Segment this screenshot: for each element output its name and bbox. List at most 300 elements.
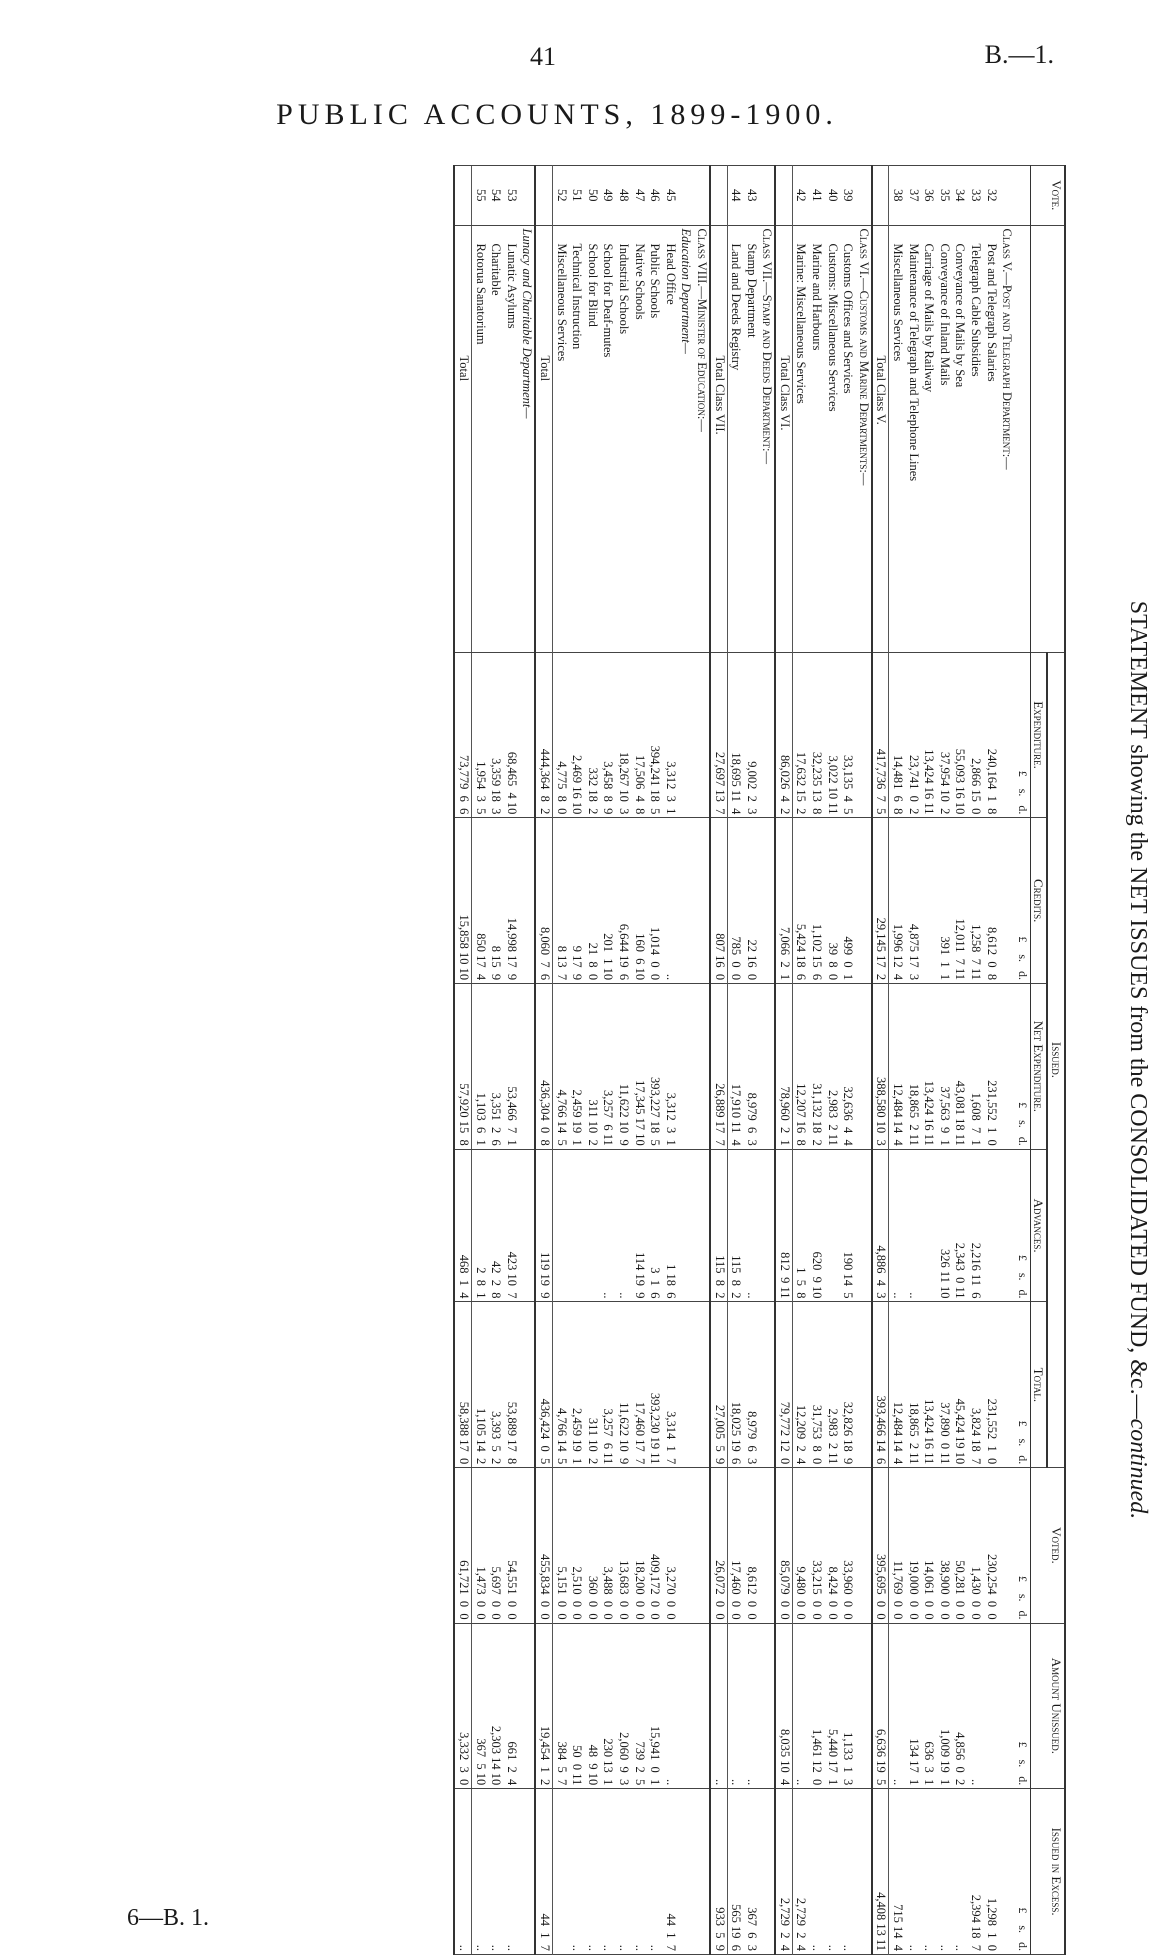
amount-excess: .. <box>824 1789 840 1955</box>
amount-net: 57,920 15 8 <box>454 984 471 1150</box>
amount-cred: 1,102 15 6 <box>809 818 825 984</box>
amount-exp <box>678 652 694 818</box>
amount-tot: 53,889 17 8 <box>503 1302 519 1468</box>
amount-cred: 6,644 19 6 <box>615 818 631 984</box>
amount-voted: 54,551 0 0 <box>503 1468 519 1623</box>
item-description: Post and Telegraph Salaries <box>983 225 999 652</box>
col-total: Total. <box>1030 1302 1047 1468</box>
amount-tot: 393,466 14 6 <box>872 1302 889 1468</box>
amount-tot: 12,484 14 4 <box>889 1302 905 1468</box>
amount-net <box>693 984 710 1150</box>
amount-voted <box>519 1468 536 1623</box>
amount-cred <box>759 818 776 984</box>
amount-exp: 32,235 13 8 <box>809 652 825 818</box>
vote-number <box>519 166 536 226</box>
vote-number: 47 <box>631 166 647 226</box>
amount-unissued: .. <box>889 1623 905 1789</box>
amount-net: 78,960 2 1 <box>775 984 792 1150</box>
amount-exp: 86,026 4 2 <box>775 652 792 818</box>
amount-adv: 326 11 10 <box>936 1149 952 1302</box>
item-description: Charitable <box>488 225 504 652</box>
amount-adv <box>759 1149 776 1302</box>
amount-voted: 409,172 0 0 <box>647 1468 663 1623</box>
amount-excess: .. <box>615 1789 631 1955</box>
amount-net: 2,983 2 11 <box>824 984 840 1150</box>
section-heading-row <box>693 166 710 1955</box>
amount-tot: 311 10 2 <box>584 1302 600 1468</box>
amount-exp: 27,697 13 7 <box>710 652 727 818</box>
amount-tot: 231,552 1 0 <box>983 1302 999 1468</box>
vote-number <box>999 166 1015 226</box>
col-vote: Vote. <box>1030 166 1065 226</box>
amount-unissued: 739 2 5 <box>631 1623 647 1789</box>
amount-cred: 12,011 7 11 <box>952 818 968 984</box>
amount-exp <box>693 652 710 818</box>
amount-unissued <box>999 1623 1015 1789</box>
amount-net <box>855 984 872 1150</box>
table-row <box>727 166 743 1955</box>
item-description: Head Office <box>662 225 678 652</box>
amount-excess: .. <box>503 1789 519 1955</box>
amount-excess: 44 1 7 <box>535 1789 552 1955</box>
amount-cred <box>693 818 710 984</box>
amount-unissued: 2,060 9 3 <box>615 1623 631 1789</box>
vote-number: 35 <box>936 166 952 226</box>
amount-adv: 2,216 11 6 <box>967 1149 983 1302</box>
amount-cred: 785 0 0 <box>727 818 743 984</box>
amount-exp: 332 18 2 <box>584 652 600 818</box>
item-description: Carriage of Mails by Railway <box>921 225 937 652</box>
table-row <box>503 166 519 1955</box>
amount-excess: .. <box>569 1789 585 1955</box>
amount-tot: 45,424 19 10 <box>952 1302 968 1468</box>
amount-voted <box>678 1468 694 1623</box>
amount-voted: 33,960 0 0 <box>840 1468 856 1623</box>
table-row <box>952 166 968 1955</box>
vote-number: 52 <box>553 166 569 226</box>
vote-number: 49 <box>600 166 616 226</box>
section-heading-row <box>999 166 1015 1955</box>
vote-number <box>759 166 776 226</box>
amount-cred: 39 8 0 <box>824 818 840 984</box>
amount-tot <box>678 1302 694 1468</box>
amount-net <box>999 984 1015 1150</box>
vote-number: 42 <box>792 166 808 226</box>
amount-tot: 393,230 19 11 <box>647 1302 663 1468</box>
amount-voted: 3,488 0 0 <box>600 1468 616 1623</box>
amount-excess: 565 19 6 <box>727 1789 743 1955</box>
amount-unissued: 134 17 1 <box>905 1623 921 1789</box>
amount-adv: 114 19 9 <box>631 1149 647 1302</box>
amount-excess <box>855 1789 872 1955</box>
amount-net: 311 10 2 <box>584 984 600 1150</box>
amount-tot <box>855 1302 872 1468</box>
amount-net: 1,103 6 1 <box>472 984 488 1150</box>
total-label: Total <box>535 225 552 652</box>
amount-unissued: 5,440 17 1 <box>824 1623 840 1789</box>
amount-adv: 423 10 7 <box>503 1149 519 1302</box>
amount-exp: 73,779 6 6 <box>454 652 471 818</box>
amount-tot: 3,824 18 7 <box>967 1302 983 1468</box>
amount-unissued: 4,856 0 2 <box>952 1623 968 1789</box>
amount-adv <box>999 1149 1015 1302</box>
amount-cred: 201 1 10 <box>600 818 616 984</box>
amount-cred: 5,424 18 6 <box>792 818 808 984</box>
amount-net: 11,622 10 9 <box>615 984 631 1150</box>
amount-exp: 18,695 11 4 <box>727 652 743 818</box>
amount-tot: 31,753 8 0 <box>809 1302 825 1468</box>
amount-voted: 11,769 0 0 <box>889 1468 905 1623</box>
amount-unissued: 661 2 4 <box>503 1623 519 1789</box>
item-description: Telegraph Cable Subsidies <box>967 225 983 652</box>
amount-adv <box>678 1149 694 1302</box>
amount-net: 231,552 1 0 <box>983 984 999 1150</box>
amount-net: 18,865 2 11 <box>905 984 921 1150</box>
amount-net: 43,081 18 11 <box>952 984 968 1150</box>
amount-excess: .. <box>631 1789 647 1955</box>
amount-net: 4,766 14 5 <box>553 984 569 1150</box>
amount-tot: 32,826 18 9 <box>840 1302 856 1468</box>
amount-voted: 13,683 0 0 <box>615 1468 631 1623</box>
amount-net: 12,207 16 8 <box>792 984 808 1150</box>
amount-adv: .. <box>743 1149 759 1302</box>
amount-unissued: 8,035 10 4 <box>775 1623 792 1789</box>
amount-tot: 4,766 14 5 <box>553 1302 569 1468</box>
amount-voted: 14,061 0 0 <box>921 1468 937 1623</box>
total-label: Total Class VII. <box>710 225 727 652</box>
amount-adv: 4,886 4 3 <box>872 1149 889 1302</box>
amount-excess: .. <box>647 1789 663 1955</box>
amount-net <box>519 984 536 1150</box>
vote-number <box>678 166 694 226</box>
amount-exp: 33,135 4 5 <box>840 652 856 818</box>
total-row <box>710 166 727 1955</box>
amount-adv: 42 2 8 <box>488 1149 504 1302</box>
amount-adv: .. <box>615 1149 631 1302</box>
amount-exp: 9,002 2 3 <box>743 652 759 818</box>
col-credits: Credits. <box>1030 818 1047 984</box>
vote-number: 44 <box>727 166 743 226</box>
col-amount-unissued: Amount Unissued. <box>1030 1623 1065 1789</box>
amount-net <box>759 984 776 1150</box>
amount-excess: .. <box>454 1789 471 1955</box>
amount-unissued <box>693 1623 710 1789</box>
amount-adv: 1 18 6 <box>662 1149 678 1302</box>
amount-exp: 417,736 7 5 <box>872 652 889 818</box>
amount-unissued: 1,461 12 0 <box>809 1623 825 1789</box>
col-net-expenditure: Net Expenditure. <box>1030 984 1047 1150</box>
table-row <box>840 166 856 1955</box>
amount-cred: 1,258 7 11 <box>967 818 983 984</box>
amount-excess: 2,729 2 4 <box>775 1789 792 1955</box>
amount-excess: 715 14 4 <box>889 1789 905 1955</box>
amount-tot: 27,005 5 9 <box>710 1302 727 1468</box>
amount-unissued: .. <box>727 1623 743 1789</box>
amount-cred: 29,145 17 2 <box>872 818 889 984</box>
item-description: Public Schools <box>647 225 663 652</box>
amount-exp: 2,469 16 10 <box>569 652 585 818</box>
item-description: Conveyance of Mails by Sea <box>952 225 968 652</box>
table-row <box>905 166 921 1955</box>
amount-tot <box>759 1302 776 1468</box>
table-row <box>743 166 759 1955</box>
amount-cred: 8 15 9 <box>488 818 504 984</box>
vote-number <box>693 166 710 226</box>
amount-cred: 4,875 17 3 <box>905 818 921 984</box>
total-row <box>872 166 889 1955</box>
table-row <box>662 166 678 1955</box>
total-label: Total <box>454 225 471 652</box>
amount-unissued <box>983 1623 999 1789</box>
document-reference-bottom: 6—B. 1. <box>127 1905 210 1931</box>
amount-adv: 812 9 11 <box>775 1149 792 1302</box>
amount-voted: 1,430 0 0 <box>967 1468 983 1623</box>
amount-excess: .. <box>921 1789 937 1955</box>
table-row <box>983 166 999 1955</box>
amount-voted: 230,254 0 0 <box>983 1468 999 1623</box>
table-row <box>889 166 905 1955</box>
total-label: Total Class VI. <box>775 225 792 652</box>
amount-unissued: 1,009 19 1 <box>936 1623 952 1789</box>
amount-net: 12,484 14 4 <box>889 984 905 1150</box>
col-group-issued: Issued. <box>1047 652 1065 1468</box>
amount-unissued: .. <box>710 1623 727 1789</box>
amount-adv: 2,343 0 11 <box>952 1149 968 1302</box>
amount-cred: 160 6 10 <box>631 818 647 984</box>
section-heading: Class VIII.—Minister of Education:— <box>693 225 710 652</box>
amount-net: 8,979 6 3 <box>743 984 759 1150</box>
amount-adv: 468 1 4 <box>454 1149 471 1302</box>
vote-number: 41 <box>809 166 825 226</box>
amount-tot: 436,424 0 5 <box>535 1302 552 1468</box>
amount-cred: 14,998 17 9 <box>503 818 519 984</box>
amount-unissued <box>678 1623 694 1789</box>
amount-unissued: 48 9 10 <box>584 1623 600 1789</box>
amount-exp: 18,267 10 3 <box>615 652 631 818</box>
units-label: £ s. d. <box>1014 1302 1030 1468</box>
amount-tot: 3,314 1 7 <box>662 1302 678 1468</box>
amount-voted: 38,900 0 0 <box>936 1468 952 1623</box>
amount-exp: 3,458 8 9 <box>600 652 616 818</box>
amount-exp: 14,481 6 8 <box>889 652 905 818</box>
item-description: Customs Offices and Services <box>840 225 856 652</box>
vote-number: 34 <box>952 166 968 226</box>
amount-net: 26,889 17 7 <box>710 984 727 1150</box>
amount-exp: 17,632 15 2 <box>792 652 808 818</box>
amount-excess: 367 6 3 <box>743 1789 759 1955</box>
amount-excess: .. <box>952 1789 968 1955</box>
amount-cred: 21 8 0 <box>584 818 600 984</box>
section-heading: Class V.—Post and Telegraph Department:— <box>999 225 1015 652</box>
item-description: Rotorua Sanatorium <box>472 225 488 652</box>
table-row <box>809 166 825 1955</box>
amount-tot: 18,025 19 6 <box>727 1302 743 1468</box>
amount-excess: 2,394 18 7 <box>967 1789 983 1955</box>
item-description: Marine and Harbours <box>809 225 825 652</box>
table-row <box>584 166 600 1955</box>
amount-tot: 2,459 19 1 <box>569 1302 585 1468</box>
amount-voted: 2,510 0 0 <box>569 1468 585 1623</box>
amount-adv <box>855 1149 872 1302</box>
amount-unissued: 50 0 11 <box>569 1623 585 1789</box>
amount-net: 393,227 18 5 <box>647 984 663 1150</box>
amount-excess: .. <box>600 1789 616 1955</box>
vote-number: 39 <box>840 166 856 226</box>
amount-adv <box>569 1149 585 1302</box>
amount-adv: .. <box>600 1149 616 1302</box>
amount-tot: 17,460 17 7 <box>631 1302 647 1468</box>
amount-tot: 12,209 2 4 <box>792 1302 808 1468</box>
amount-cred: 807 16 0 <box>710 818 727 984</box>
amount-tot: 3,257 6 11 <box>600 1302 616 1468</box>
table-row <box>472 166 488 1955</box>
page-title: PUBLIC ACCOUNTS, 1899-1900. <box>276 98 838 131</box>
item-description: Miscellaneous Services <box>553 225 569 652</box>
amount-exp: 37,954 10 2 <box>936 652 952 818</box>
amount-exp: 13,424 16 11 <box>921 652 937 818</box>
amount-tot: 1,105 14 2 <box>472 1302 488 1468</box>
vote-number <box>454 166 471 226</box>
section-heading-row <box>759 166 776 1955</box>
amount-cred <box>855 818 872 984</box>
section-heading: Class VII.—Stamp and Deeds Department:— <box>759 225 776 652</box>
amount-excess <box>519 1789 536 1955</box>
amount-unissued: 1,133 1 3 <box>840 1623 856 1789</box>
col-voted: Voted. <box>1030 1468 1065 1623</box>
amount-net: 53,466 7 1 <box>503 984 519 1150</box>
vote-number <box>535 166 552 226</box>
statement-title-suffix: continued. <box>1125 1418 1151 1520</box>
units-label: £ s. d. <box>1014 1789 1030 1955</box>
amount-adv: .. <box>889 1149 905 1302</box>
amount-net: 388,580 10 3 <box>872 984 889 1150</box>
item-description: Conveyance of Inland Mails <box>936 225 952 652</box>
vote-number: 32 <box>983 166 999 226</box>
amount-unissued: 15,941 0 1 <box>647 1623 663 1789</box>
amount-cred: 8 13 7 <box>553 818 569 984</box>
amount-net: 2,459 19 1 <box>569 984 585 1150</box>
amount-exp: 4,775 8 0 <box>553 652 569 818</box>
amount-cred: 1,996 12 4 <box>889 818 905 984</box>
table-row <box>631 166 647 1955</box>
item-description: Native Schools <box>631 225 647 652</box>
amount-voted: 8,424 0 0 <box>824 1468 840 1623</box>
table-row <box>600 166 616 1955</box>
section-heading-row <box>855 166 872 1955</box>
table-row <box>569 166 585 1955</box>
section-heading: Class VI.—Customs and Marine Departments:— <box>855 225 872 652</box>
section-heading-row <box>678 166 694 1955</box>
amount-excess: .. <box>488 1789 504 1955</box>
item-description: Marine: Miscellaneous Services <box>792 225 808 652</box>
table-row <box>824 166 840 1955</box>
amount-tot: 2,983 2 11 <box>824 1302 840 1468</box>
amount-exp: 3,312 3 1 <box>662 652 678 818</box>
amount-voted <box>855 1468 872 1623</box>
amount-cred: 9 17 9 <box>569 818 585 984</box>
units-label: £ s. d. <box>1014 818 1030 984</box>
amount-exp: 68,465 4 10 <box>503 652 519 818</box>
total-row <box>454 166 471 1955</box>
amount-voted: 1,473 0 0 <box>472 1468 488 1623</box>
item-description: Technical Instruction <box>569 225 585 652</box>
amount-exp <box>759 652 776 818</box>
amount-net: 1,608 7 1 <box>967 984 983 1150</box>
amount-unissued: .. <box>662 1623 678 1789</box>
amount-cred: 8,612 0 8 <box>983 818 999 984</box>
amount-unissued: 367 5 10 <box>472 1623 488 1789</box>
amount-tot <box>693 1302 710 1468</box>
amount-cred: 15,858 10 10 <box>454 818 471 984</box>
amount-adv <box>983 1149 999 1302</box>
col-advances: Advances. <box>1030 1149 1047 1302</box>
amount-net: 31,132 18 2 <box>809 984 825 1150</box>
amount-excess: .. <box>905 1789 921 1955</box>
amount-tot: 58,388 17 0 <box>454 1302 471 1468</box>
amount-unissued: 6,636 19 5 <box>872 1623 889 1789</box>
amount-voted: 17,460 0 0 <box>727 1468 743 1623</box>
amount-voted: 5,151 0 0 <box>553 1468 569 1623</box>
item-description: Stamp Department <box>743 225 759 652</box>
amount-excess: 933 5 9 <box>710 1789 727 1955</box>
amount-unissued <box>759 1623 776 1789</box>
amount-tot: 18,865 2 11 <box>905 1302 921 1468</box>
units-label: £ s. d. <box>1014 1468 1030 1623</box>
amount-cred: 391 1 1 <box>936 818 952 984</box>
amount-unissued: 384 5 7 <box>553 1623 569 1789</box>
amount-exp: 240,164 1 8 <box>983 652 999 818</box>
total-label: Total Class V. <box>872 225 889 652</box>
vote-number: 46 <box>647 166 663 226</box>
section-heading: Lunacy and Charitable Department— <box>519 225 536 652</box>
amount-adv <box>921 1149 937 1302</box>
amount-cred: .. <box>662 818 678 984</box>
amount-cred <box>999 818 1015 984</box>
amount-cred: 22 16 0 <box>743 818 759 984</box>
amount-tot: 11,622 10 9 <box>615 1302 631 1468</box>
vote-number <box>710 166 727 226</box>
amount-adv: 1 5 8 <box>792 1149 808 1302</box>
amount-excess <box>678 1789 694 1955</box>
amount-voted: 5,697 0 0 <box>488 1468 504 1623</box>
amount-excess: 1,298 1 0 <box>983 1789 999 1955</box>
units-label: £ s. d. <box>1014 984 1030 1150</box>
units-label: £ s. d. <box>1014 1623 1030 1789</box>
amount-excess <box>759 1789 776 1955</box>
amount-unissued: 19,454 1 2 <box>535 1623 552 1789</box>
amount-voted: 395,695 0 0 <box>872 1468 889 1623</box>
amount-cred <box>921 818 937 984</box>
section-heading: Education Department— <box>678 225 694 652</box>
statement-title <box>1124 165 1151 1955</box>
table-row <box>647 166 663 1955</box>
amount-net: 17,345 17 10 <box>631 984 647 1150</box>
amount-adv: 190 14 5 <box>840 1149 856 1302</box>
amount-voted <box>759 1468 776 1623</box>
amount-net: 17,910 11 4 <box>727 984 743 1150</box>
vote-number: 40 <box>824 166 840 226</box>
amount-cred <box>678 818 694 984</box>
item-description: Lunatic Asylums <box>503 225 519 652</box>
vote-number: 38 <box>889 166 905 226</box>
amount-adv <box>693 1149 710 1302</box>
amount-unissued: 230 13 1 <box>600 1623 616 1789</box>
amount-unissued <box>519 1623 536 1789</box>
amount-cred <box>519 818 536 984</box>
statement-body <box>454 166 1030 1955</box>
amount-exp: 3,359 18 3 <box>488 652 504 818</box>
amount-excess <box>999 1789 1015 1955</box>
